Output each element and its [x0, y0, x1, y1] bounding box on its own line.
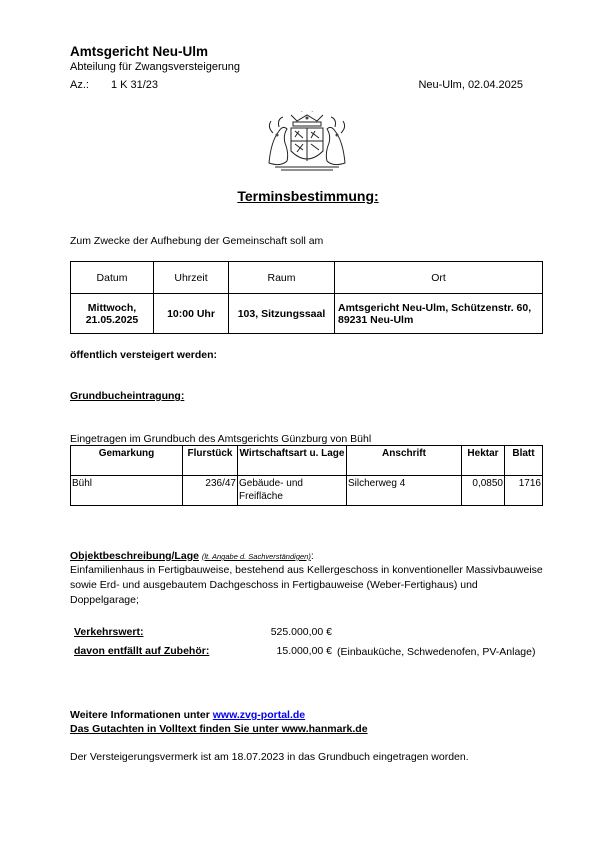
objekt-description: Einfamilienhaus in Fertigbauweise, bestehend aus Kellergeschoss in konventioneller Massivbauweise sowie Erd- und ausgebautem Dachgeschoss in Fertigbauweise (Weber-Fertighaus) und Doppelgarage;: [70, 564, 543, 606]
objekt-heading: Objektbeschreibung/Lage: [70, 550, 199, 562]
grundbuch-header-row: [71, 446, 543, 476]
gb-anschrift: Silcherweg 4: [347, 476, 462, 506]
coat-of-arms-icon: [261, 111, 353, 173]
grundbuch-heading: Grundbucheintragung:: [70, 390, 185, 402]
page-title: Terminsbestimmung:: [237, 188, 379, 204]
gb-gemarkung: Bühl: [71, 476, 183, 506]
gb-hektar: 0,0850: [462, 476, 505, 506]
info-line-prefix: Weitere Informationen unter: [70, 709, 213, 721]
zubehoer-note: (Einbauküche, Schwedenofen, PV-Anlage): [337, 646, 536, 658]
termin-uhrzeit: 10:00 Uhr: [154, 294, 229, 334]
termin-header-uhrzeit: Uhrzeit: [154, 262, 229, 294]
grundbuch-row: [71, 476, 543, 506]
termin-ort: Amtsgericht Neu-Ulm, Schützenstr. 60, 89231 Neu-Ulm: [335, 294, 543, 334]
termin-header-row: [71, 262, 543, 294]
gb-header-gemarkung: Gemarkung: [71, 446, 183, 476]
gb-flurstueck: 236/47: [183, 476, 238, 506]
zubehoer-value: 15.000,00 €: [276, 645, 332, 657]
termin-row: [71, 294, 543, 334]
court-name: Amtsgericht Neu-Ulm: [70, 44, 209, 59]
zvg-portal-link[interactable]: www.zvg-portal.de: [212, 709, 306, 721]
gb-header-flurstueck: Flurstück: [183, 446, 238, 476]
intro-text: Zum Zwecke der Aufhebung der Gemeinschaft soll am: [70, 235, 324, 247]
zubehoer-label: davon entfällt auf Zubehör:: [74, 645, 210, 657]
vermerk-text: Der Versteigerungsvermerk ist am 18.07.2023 in das Grundbuch eingetragen worden.: [70, 751, 469, 763]
termin-header-raum: Raum: [229, 262, 335, 294]
objekt-heading-line: [70, 550, 314, 562]
info-line: [70, 709, 305, 721]
termin-header-datum: Datum: [71, 262, 154, 294]
case-number-label: Az.:: [70, 79, 89, 91]
sold-text: öffentlich versteigert werden:: [70, 349, 218, 361]
gutachten-line: Das Gutachten in Volltext finden Sie unter www.hanmark.de: [70, 723, 368, 735]
place-date: Neu-Ulm, 02.04.2025: [418, 79, 523, 91]
termin-datum: Mittwoch, 21.05.2025: [71, 294, 154, 334]
gb-header-anschrift: Anschrift: [347, 446, 462, 476]
objekt-colon: :: [310, 550, 314, 562]
termin-raum: 103, Sitzungssaal: [229, 294, 335, 334]
case-number-value: 1 K 31/23: [110, 79, 159, 91]
objekt-note: (lt. Angabe d. Sachverständigen): [201, 552, 311, 561]
case-number: [70, 79, 158, 91]
verkehrswert-label: Verkehrswert:: [74, 626, 144, 638]
termin-table: [70, 261, 543, 334]
gb-header-blatt: Blatt: [505, 446, 543, 476]
verkehrswert-value: 525.000,00 €: [270, 626, 332, 638]
gb-header-hektar: Hektar: [462, 446, 505, 476]
gb-blatt: 1716: [505, 476, 543, 506]
grundbuch-intro: Eingetragen im Grundbuch des Amtsgerichts Günzburg von Bühl: [70, 433, 372, 445]
grundbuch-table: [70, 445, 543, 506]
gb-wirtschaftsart: Gebäude- und Freifläche: [238, 476, 347, 506]
gb-header-wirtschaftsart: Wirtschaftsart u. Lage: [238, 446, 347, 476]
court-department: Abteilung für Zwangsversteigerung: [70, 61, 240, 73]
termin-header-ort: Ort: [335, 262, 543, 294]
